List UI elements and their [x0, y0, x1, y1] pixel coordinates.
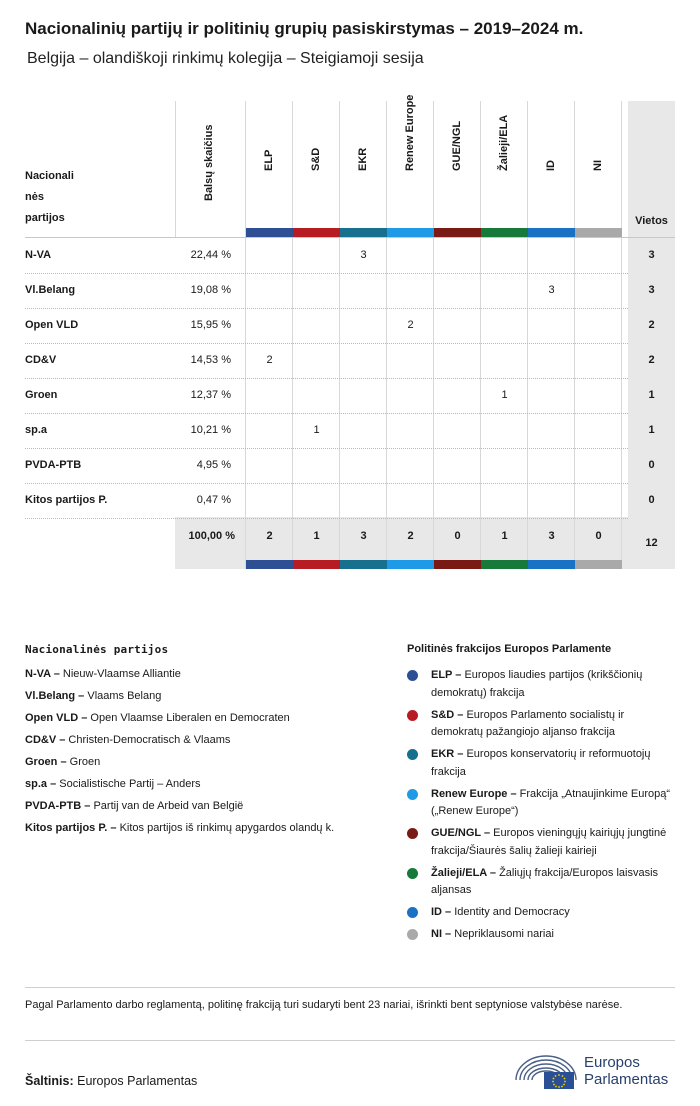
- party-abbr: sp.a –: [25, 778, 57, 790]
- column-divider: [175, 101, 176, 237]
- party-full-name: Open Vlaamse Liberalen en Democraten: [90, 712, 290, 724]
- seats-total: 1: [648, 424, 655, 436]
- seat-cell: 2: [407, 319, 414, 331]
- seat-distribution-table: [25, 94, 675, 569]
- divider: [25, 1040, 675, 1041]
- seat-cell: 1: [313, 424, 320, 436]
- group-abbr: ID –: [431, 906, 452, 918]
- table-row: [25, 448, 675, 483]
- vote-share: 14,53 %: [190, 354, 231, 366]
- political-group-legend-item: [407, 825, 675, 860]
- party-full-name: Partij van de Arbeid van België: [93, 800, 244, 812]
- political-group-legend-item: [407, 707, 675, 742]
- national-party-legend-item: [25, 776, 385, 798]
- group-color-dot-icon: [407, 929, 418, 940]
- party-column-header: Nacionali nės partijos: [25, 170, 74, 224]
- party-name: Kitos partijos P.: [25, 494, 108, 506]
- seat-cell: 3: [360, 249, 367, 261]
- group-color-dot-icon: [407, 710, 418, 721]
- group-full-name: Frakcija „Atnaujinkime Europą“ („Renew Europe“): [431, 787, 671, 817]
- political-groups-legend-heading: Politinės frakcijos Europos Parlamente: [407, 643, 612, 655]
- group-color-dot-icon: [407, 828, 418, 839]
- seats-total: 2: [648, 354, 655, 366]
- political-groups-legend: [407, 667, 675, 948]
- party-abbr: CD&V –: [25, 734, 66, 746]
- party-abbr: PVDA-PTB –: [25, 800, 91, 812]
- party-name: N-VA: [25, 249, 52, 261]
- seats-total: 2: [648, 319, 655, 331]
- party-abbr: Kitos partijos P. –: [25, 822, 117, 834]
- group-abbr: EKR –: [431, 748, 464, 760]
- group-abbr: NI –: [431, 928, 452, 940]
- logo-text: Europos Parlamentas: [584, 1054, 669, 1088]
- political-group-legend-item: [407, 926, 675, 944]
- total-seat-cell: 3: [360, 530, 367, 542]
- group-header-3: Renew Europe: [403, 94, 416, 171]
- source-value: Europos Parlamentas: [77, 1074, 198, 1088]
- table-row: [25, 343, 675, 378]
- group-abbr: GUE/NGL –: [431, 827, 491, 839]
- group-color-dot-icon: [407, 868, 418, 879]
- divider: [25, 987, 675, 988]
- group-color-bar: [246, 228, 293, 237]
- group-full-name: Identity and Democracy: [454, 906, 570, 918]
- political-group-legend-item: [407, 746, 675, 781]
- national-parties-legend: [25, 666, 385, 842]
- vote-share: 15,95 %: [190, 319, 231, 331]
- group-color-bar: [387, 228, 434, 237]
- political-group-legend-item: [407, 865, 675, 900]
- totals-row: [25, 517, 675, 569]
- party-full-name: Vlaams Belang: [87, 690, 162, 702]
- total-seats: 12: [645, 537, 658, 549]
- national-party-legend-item: [25, 754, 385, 776]
- national-party-legend-item: [25, 798, 385, 820]
- party-name: Groen: [25, 389, 58, 401]
- total-seat-cell: 3: [548, 530, 555, 542]
- group-color-dot-icon: [407, 907, 418, 918]
- seats-column-header: Vietos: [635, 215, 668, 227]
- group-color-dot-icon: [407, 789, 418, 800]
- group-header-1: S&D: [309, 147, 322, 171]
- page-title: Nacionalinių partijų ir politinių grupių pasiskirstymas – 2019–2024 m.: [25, 19, 584, 38]
- group-full-name: Žaliųjų frakcija/Europos laisvasis aljansas: [431, 866, 659, 896]
- party-name: sp.a: [25, 424, 48, 436]
- party-full-name: Socialistische Partij – Anders: [59, 778, 201, 790]
- party-abbr: N-VA –: [25, 668, 60, 680]
- group-color-bar: [340, 228, 387, 237]
- total-vote-share: 100,00 %: [188, 530, 235, 542]
- party-name: Vl.Belang: [25, 284, 76, 296]
- source-label: Šaltinis:: [25, 1074, 74, 1088]
- source-line: [25, 1074, 197, 1088]
- party-full-name: Nieuw-Vlaamse Alliantie: [62, 668, 181, 680]
- vote-share: 19,08 %: [190, 284, 231, 296]
- footnote: Pagal Parlamento darbo reglamentą, politinę frakciją turi sudaryti bent 23 nariai, išrinkti bent septyniose valstybėse narėse.: [25, 999, 623, 1011]
- page-subtitle: Belgija – olandiškoji rinkimų kolegija – Steigiamoji sesija: [27, 50, 424, 67]
- total-seat-cell: 1: [501, 530, 508, 542]
- group-header-0: ELP: [262, 149, 275, 171]
- group-header-2: EKR: [356, 147, 369, 171]
- seats-total: 0: [648, 494, 655, 506]
- group-color-bar: [528, 228, 575, 237]
- political-group-legend-item: [407, 786, 675, 821]
- table-row: [25, 238, 675, 273]
- table-row: [25, 483, 675, 518]
- national-party-legend-item: [25, 710, 385, 732]
- group-color-bar: [434, 228, 481, 237]
- group-color-bar: [481, 228, 528, 237]
- party-abbr: Groen –: [25, 756, 67, 768]
- total-seat-cell: 1: [313, 530, 320, 542]
- national-party-legend-item: [25, 732, 385, 754]
- table-row: [25, 413, 675, 448]
- group-full-name: Nepriklausomi nariai: [454, 928, 554, 940]
- group-header-6: ID: [544, 160, 557, 171]
- vote-share: 12,37 %: [190, 389, 231, 401]
- group-header-4: GUE/NGL: [450, 120, 463, 171]
- table-row: [25, 378, 675, 413]
- votes-column-header: Balsų skaičius: [203, 124, 215, 201]
- party-name: PVDA-PTB: [25, 459, 82, 471]
- vote-share: 4,95 %: [196, 459, 231, 471]
- party-abbr: Vl.Belang –: [25, 690, 85, 702]
- party-name: CD&V: [25, 354, 57, 366]
- political-group-legend-item: [407, 904, 675, 922]
- group-abbr: ELP –: [431, 669, 462, 681]
- seat-cell: 3: [548, 284, 555, 296]
- seats-total: 3: [648, 249, 655, 261]
- national-party-legend-item: [25, 820, 385, 842]
- party-full-name: Groen: [69, 756, 101, 768]
- table-row: [25, 273, 675, 308]
- parliament-hemicycle-icon: [514, 1050, 580, 1090]
- national-parties-legend-heading: Nacionalinės partijos: [25, 643, 169, 656]
- total-seat-cell: 0: [454, 530, 461, 542]
- total-seat-cell: 2: [266, 530, 273, 542]
- european-parliament-logo: [514, 1050, 678, 1090]
- seats-total: 3: [648, 284, 655, 296]
- party-full-name: Kitos partijos iš rinkimų apygardos olandų k.: [119, 822, 335, 834]
- group-full-name: Europos Parlamento socialistų ir demokratų pažangiojo aljanso frakcija: [431, 708, 625, 738]
- group-abbr: Renew Europe –: [431, 787, 517, 800]
- group-color-dot-icon: [407, 749, 418, 760]
- seats-total: 1: [648, 389, 655, 401]
- group-color-bar: [293, 228, 340, 237]
- group-color-dot-icon: [407, 670, 418, 681]
- vote-share: 0,47 %: [196, 494, 231, 506]
- political-group-legend-item: [407, 667, 675, 702]
- national-party-legend-item: [25, 666, 385, 688]
- vote-share: 10,21 %: [190, 424, 231, 436]
- total-seat-cell: 0: [595, 530, 602, 542]
- group-abbr: S&D –: [431, 708, 464, 721]
- seat-cell: 2: [266, 354, 273, 366]
- seats-total: 0: [648, 459, 655, 471]
- national-party-legend-item: [25, 688, 385, 710]
- group-header-7: NI: [591, 160, 604, 171]
- total-seat-cell: 2: [407, 530, 414, 542]
- group-full-name: Europos vieningųjų kairiųjų jungtinė frakcija/Šiaurės šalių žalieji kairieji: [431, 827, 667, 857]
- table-row: [25, 308, 675, 343]
- party-abbr: Open VLD –: [25, 712, 88, 724]
- party-full-name: Christen-Democratisch & Vlaams: [68, 734, 231, 746]
- group-full-name: Europos liaudies partijos (krikščionių demokratų) frakcija: [431, 669, 643, 699]
- group-color-bar: [575, 228, 622, 237]
- group-header-5: Žalieji/ELA: [497, 114, 510, 171]
- seat-cell: 1: [501, 389, 508, 401]
- group-full-name: Europos konservatorių ir reformuotojų frakcija: [431, 748, 651, 778]
- party-name: Open VLD: [25, 319, 79, 331]
- group-abbr: Žalieji/ELA –: [431, 866, 497, 879]
- vote-share: 22,44 %: [190, 249, 231, 261]
